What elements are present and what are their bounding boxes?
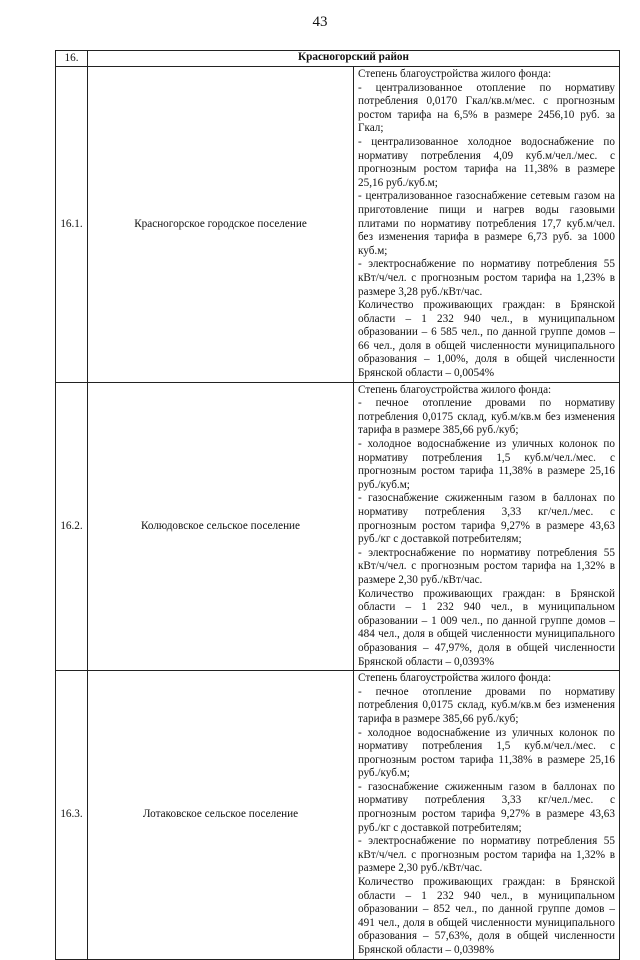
table-row — [56, 67, 620, 383]
table-row — [56, 671, 620, 959]
row-content — [354, 671, 620, 959]
row-content — [354, 67, 620, 383]
section-title: Красногорский район — [88, 51, 620, 67]
content-line: - централизованное отопление по нормативу потребления 0,0170 Гкал/кв.м/мес. с прогнозным ростом тарифа на 6,5% в размере 2456,10 руб. за Гкал; — [358, 81, 615, 135]
table-row — [56, 382, 620, 670]
content-line: - электроснабжение по нормативу потребления 55 кВт/ч/чел. с прогнозным ростом тарифа на 1,32% в размере 2,30 руб./кВт/час. — [358, 546, 615, 586]
settlement-name: Красногорское городское поселение — [88, 67, 354, 383]
content-line: - газоснабжение сжиженным газом в баллонах по нормативу потребления 3,33 кг/чел./мес. с прогнозным ростом тарифа 9,27% в размере 43,63 руб./кг с доставкой потребителям; — [358, 492, 615, 546]
row-number: 16.3. — [56, 671, 88, 959]
content-line: - газоснабжение сжиженным газом в баллонах по нормативу потребления 3,33 кг/чел./мес. с прогнозным ростом тарифа 9,27% в размере 43,63 руб./кг с доставкой потребителям; — [358, 780, 615, 834]
settlement-name: Колюдовское сельское поселение — [88, 382, 354, 670]
content-line: - печное отопление дровами по нормативу потребления 0,0175 склад, куб.м/кв.м без изменения тарифа в размере 385,66 руб./куб; — [358, 685, 615, 725]
row-content — [354, 382, 620, 670]
section-header-row — [56, 51, 620, 67]
content-line: - холодное водоснабжение из уличных колонок по нормативу потребления 1,5 куб.м/чел./мес. с прогнозным ростом тарифа 11,38% в размере 25,16 руб./куб.м; — [358, 726, 615, 780]
settlement-name: Лотаковское сельское поселение — [88, 671, 354, 959]
content-line: Количество проживающих граждан: в Брянской области – 1 232 940 чел., в муниципальном образовании – 1 009 чел., по данной группе домов – 484 чел., доля в общей численности муниципального образования – 47,97%, доля в общей численности Брянской области – 0,0393% — [358, 587, 615, 668]
row-number: 16.2. — [56, 382, 88, 670]
page-number: 43 — [312, 14, 328, 30]
content-line: Степень благоустройства жилого фонда: — [358, 672, 552, 685]
content-line: Количество проживающих граждан: в Брянской области – 1 232 940 чел., в муниципальном образовании – 852 чел., по данной группе домов – 491 чел., доля в общей численности муниципального образования – 57,63%, доля в общей численности Брянской области – 0,0398% — [358, 876, 615, 956]
content-line: - централизованное холодное водоснабжение по нормативу потребления 4,09 куб.м/чел./мес. с прогнозным ростом тарифа на 11,38% в размере 25,16 руб./куб.м; — [358, 135, 615, 189]
row-number: 16.1. — [56, 67, 88, 383]
content-line: - печное отопление дровами по нормативу потребления 0,0175 склад, куб.м/кв.м без изменения тарифа в размере 385,66 руб./куб; — [358, 397, 615, 437]
content-line: - электроснабжение по нормативу потребления 55 кВт/ч/чел. с прогнозным ростом тарифа на 1,23% в размере 3,28 руб./кВт/час. — [358, 258, 615, 298]
content-line: Степень благоустройства жилого фонда: — [358, 383, 552, 396]
section-number: 16. — [56, 51, 88, 67]
content-line: - централизованное газоснабжение сетевым газом на приготовление пищи и нагрев воды газовыми плитами по нормативу потребления 17,7 куб.м/чел. без изменения тарифа в размере 6,73 руб. за 1000 куб.м; — [358, 190, 615, 257]
content-line: - электроснабжение по нормативу потребления 55 кВт/ч/чел. с прогнозным ростом тарифа на 1,32% в размере 2,30 руб./кВт/час. — [358, 835, 615, 875]
content-line: - холодное водоснабжение из уличных колонок по нормативу потребления 1,5 куб.м/чел./мес. с прогнозным ростом тарифа 11,38% в размере 25,16 руб./куб.м; — [358, 438, 615, 491]
district-table — [55, 50, 620, 960]
content-line: Количество проживающих граждан: в Брянской области – 1 232 940 чел., в муниципальном образовании – 6 585 чел., по данной группе домов – 66 чел., доля в общей численности муниципального образования – 1,00%, доля в общей численности Брянской области – 0,0054% — [358, 299, 615, 380]
content-line: Степень благоустройства жилого фонда: — [358, 68, 552, 80]
